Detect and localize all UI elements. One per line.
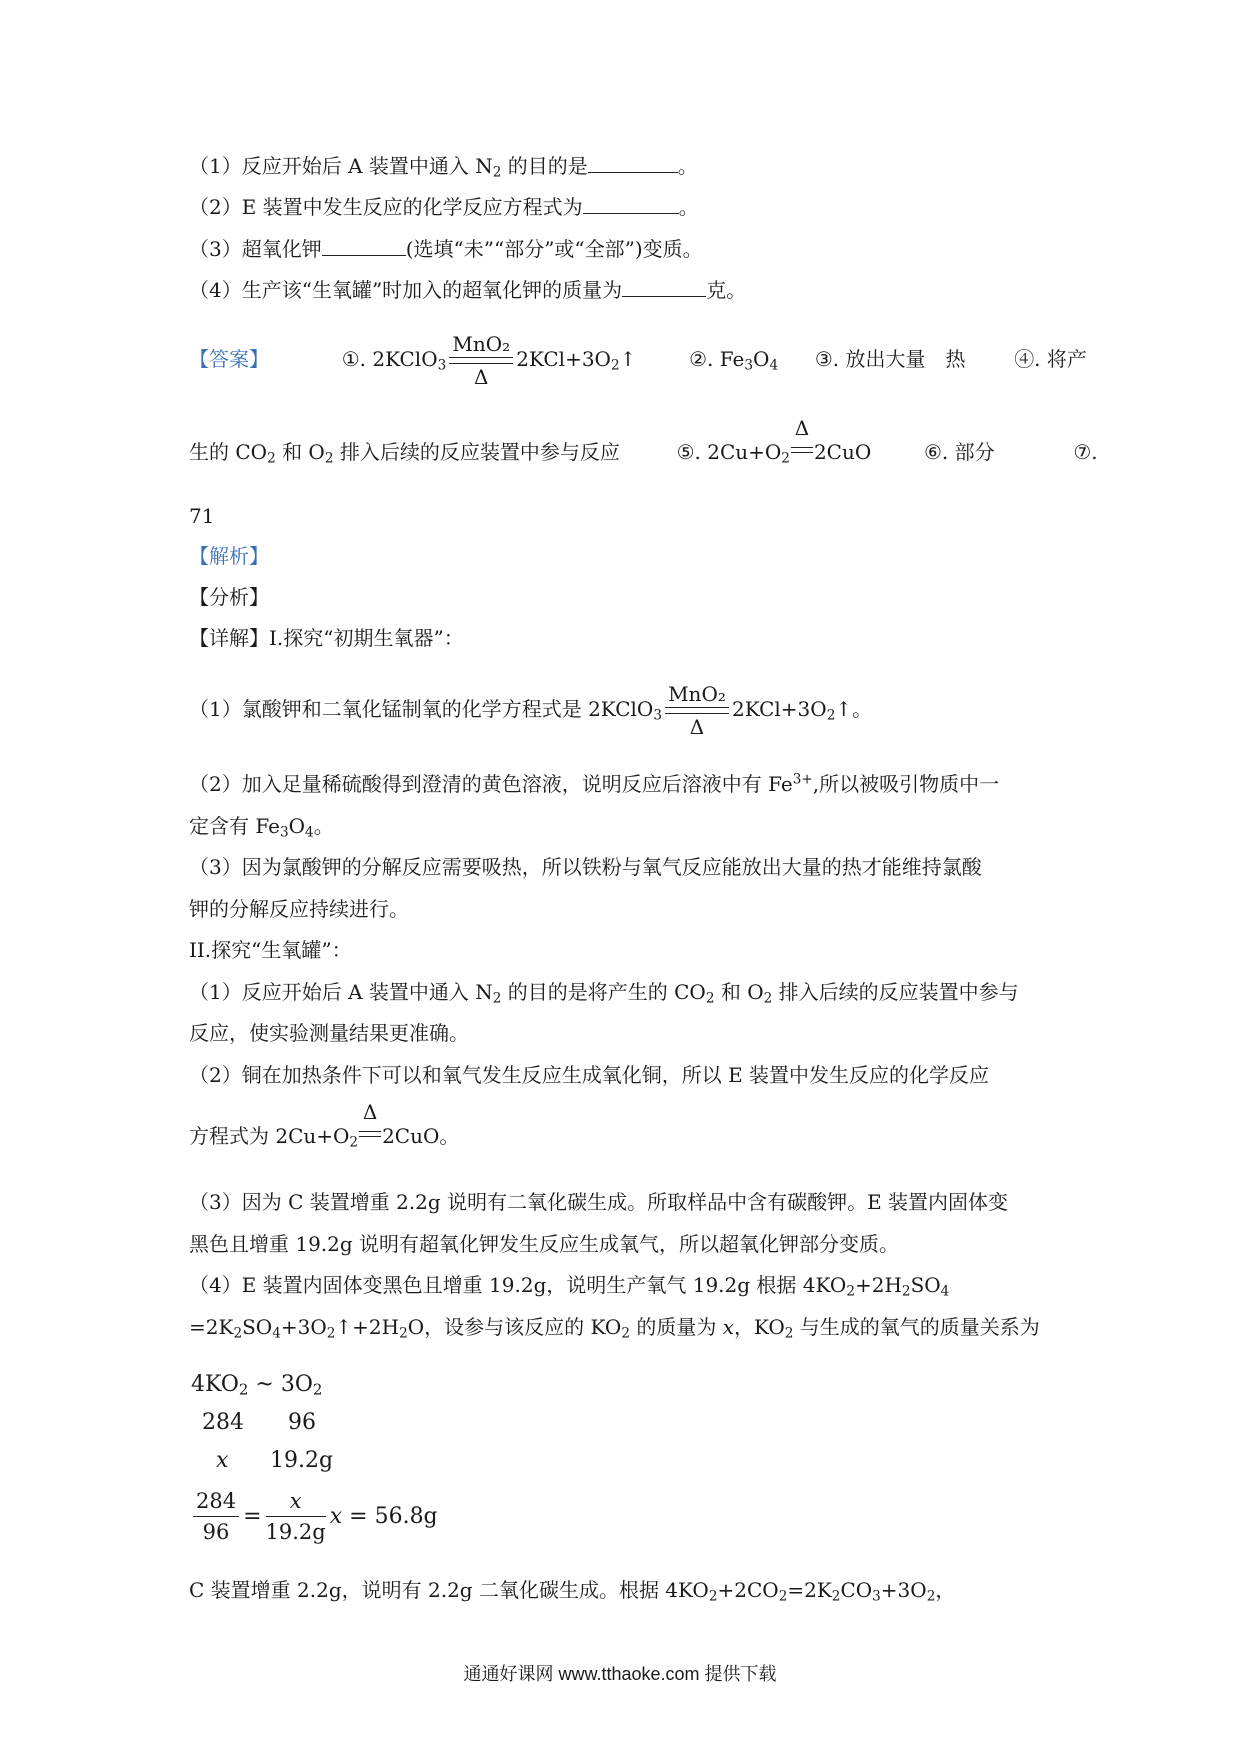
calc-unknown: x [216, 1448, 229, 1473]
page-footer: 通通好课网 www.tthaoke.com 提供下载 [463, 1664, 777, 1684]
reaction-condition: MnO₂ Δ [449, 333, 513, 388]
question-1: （1）反应开始后 A 装置中通入 $N_2$ 的目的是 。 [189, 154, 698, 181]
answer-value-7: 71 [189, 504, 215, 528]
answer-tag: 【答案】 [189, 347, 269, 371]
detail-1: （1）氯酸钾和二氧化锰制氧的化学方程式是 2KClO$_3$ MnO₂ Δ $2KCl+3O_2↑$。 [189, 682, 873, 739]
calc-relation: $4KO_2$ ~ $3O_2$ [191, 1372, 323, 1399]
question-3: （3）超氧化钾 (选填“未”“部分”或“全部”)变质。 [189, 237, 703, 261]
detail-2b: 定含有 $Fe_3O_4$。 [189, 814, 334, 841]
answer-blank [583, 195, 679, 214]
detail-e2a: （2）铜在加热条件下可以和氧气发生反应生成氧化铜，所以 E 装置中发生反应的化学反应 [189, 1063, 990, 1087]
calc-proportion: $\frac{284}{96}$ = $\frac{x}{19.2g}$ x = 56.8g [189, 1486, 438, 1547]
question-4: （4）生产该“生氧罐”时加入的超氧化钾的质量为 克。 [189, 278, 747, 302]
answer-line-2: 生的 $CO_2$ 和 $O_2$ 排入后续的反应装置中参与反应 ⑤. $2Cu+O_2$ Δ 2CuO ⑥. 部分 ⑦. [189, 416, 1098, 467]
answer-blank [588, 154, 678, 173]
detail-heading: 【详解】I.探究“初期生氧器”： [189, 626, 464, 650]
calc-mass-O2: 96 [288, 1410, 316, 1435]
calc-mass-kO2: 284 [202, 1410, 244, 1435]
detail-e3b: 黑色且增重 19.2g 说明有超氧化钾发生反应生成氧气，所以超氧化钾部分变质。 [189, 1232, 900, 1256]
answer-blank [622, 278, 706, 297]
detail-2a: （2）加入足量稀硫酸得到澄清的黄色溶液，说明反应后溶液中有 $Fe^{3+}$,所以被吸引物质中一 [189, 771, 1000, 796]
section-ii-heading: II.探究“生氧罐”： [189, 938, 352, 962]
detail-e3a: （3）因为 C 装置增重 2.2g 说明有二氧化碳生成。所取样品中含有碳酸钾。E 装置内固体变 [189, 1190, 1009, 1214]
analysis-tag: 【解析】 [189, 544, 269, 568]
detail-3b: 钾的分解反应持续进行。 [189, 897, 409, 921]
fenxi-tag: 【分析】 [189, 585, 269, 609]
reaction-condition: MnO₂ Δ [665, 683, 729, 738]
detail-e4b: $=2K_2SO_4+3O_2↑+2H_2O$，设参与该反应的 $KO_2$ 的质量为 x，$KO_2$ 与生成的氧气的质量关系为 [189, 1315, 1040, 1342]
question-2: （2）E 装置中发生反应的化学反应方程式为 。 [189, 195, 699, 219]
last-line: C 装置增重 2.2g，说明有 2.2g 二氧化碳生成。根据 $4KO_2+2CO_2=2K_2CO_3+3O_2$， [189, 1578, 956, 1605]
heat-condition: Δ [791, 447, 813, 459]
calc-known: 19.2g [270, 1448, 334, 1473]
detail-3a: （3）因为氯酸钾的分解反应需要吸热，所以铁粉与氧气反应能放出大量的热才能维持氯酸 [189, 855, 982, 879]
answer-line-1: 【答案】 ①. 2KClO$_3$ MnO₂ Δ $2KCl+3O_2↑$ ②. $Fe_3O_4$ ③. 放出大量 热 ④. 将产 [189, 332, 1087, 389]
detail-e1a: （1）反应开始后 A 装置中通入 $N_2$ 的目的是将产生的 $CO_2$ 和 $O_2$ 排入后续的反应装置中参与 [189, 980, 1019, 1007]
heat-condition: Δ [359, 1131, 381, 1143]
detail-e1b: 反应，使实验测量结果更准确。 [189, 1021, 469, 1045]
answer-blank [322, 237, 406, 256]
detail-e4a: （4）E 装置内固体变黑色且增重 19.2g，说明生产氧气 19.2g 根据 $4KO_2+2H_2SO_4$ [189, 1273, 950, 1300]
detail-e2b: 方程式为 $2Cu+O_2$ Δ 2CuO。 [189, 1100, 460, 1151]
